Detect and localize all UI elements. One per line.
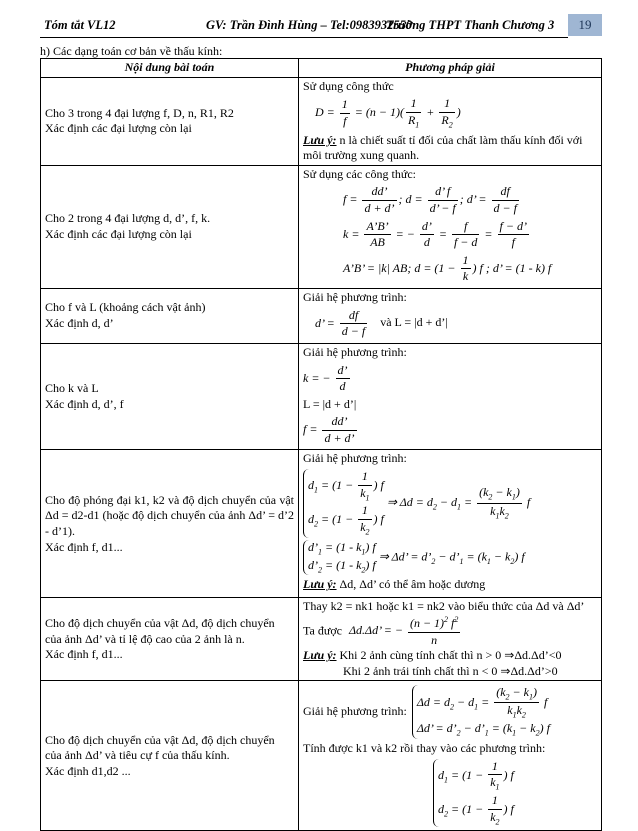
method-cell: Giải hệ phương trình: k = − $\frac{d’}{d}$ L = |d + d’| f = $\frac{dd’}{d + d’}$ [299,343,602,450]
header-teacher: GV: Trần Đình Hùng – Tel:0983932550 [206,18,413,32]
table-row [41,77,602,165]
formula: A’B’ = |k| AB; d = (1 − $\frac{1}{k}$ ) f ; d’ = (1 - k) f [343,252,552,284]
formula: f = $\frac{dd’}{d + d’}$ [303,414,355,445]
table-row [41,343,602,450]
method-cell: Sử dụng công thức D = $\frac{1}{f}$ = (n − 1)( $\frac{1}{R_1}$ + $\frac{1}{R_2}$ ) Lưu ý: n là chiết suất tỉ đối của chất làm thấu kính đối với môi trường xung quanh. [299,77,602,165]
table-row [41,681,602,831]
table-row [41,598,602,681]
formula: k = − $\frac{d’}{d}$ [303,362,348,394]
header-school: Trường THPT Thanh Chương 3 [386,18,555,32]
problem-cell: Cho 3 trong 4 đại lượng f, D, n, R1, R2 Xác định các đại lượng còn lại [41,77,299,165]
table-row [41,450,602,598]
table-row [41,165,602,288]
problem-cell: Cho k và L Xác định d, d’, f [41,343,299,450]
column-header-method: Phương pháp giải [299,59,602,78]
formula: d’ = $\frac{df}{d - f}$ và L = |d + d’| [315,307,448,339]
header-rule [40,37,568,38]
table-header-row [41,59,602,78]
problem-cell: Cho 2 trong 4 đại lượng d, d’, f, k. Xác định các đại lượng còn lại [41,165,299,288]
problem-cell: Cho độ dịch chuyển của vật Δd, độ dịch chuyển của ảnh Δd’ và tỉ lệ độ cao của 2 ảnh là n. Xác định f, d1... [41,598,299,681]
page-number: 19 [568,14,602,36]
formula: k = $\frac{A’B’}{AB}$ = − $\frac{d’}{d}$ = $\frac{f}{f - d}$ = $\frac{f - d’}{f}$ [343,218,527,250]
method-cell: Giải hệ phương trình: d’ = $\frac{df}{d - f}$ và L = |d + d’| [299,288,602,343]
problem-cell: Cho độ phóng đại k1, k2 và độ dịch chuyển của vật Δd = d2-d1 (hoặc độ dịch chuyển của ảnh Δd’ = d’2 - d’1). Xác định f, d1... [41,450,299,598]
formula: $d_1 = (1$ − $\frac{1}{k_1}$ ) f $d_2 = (1$ − $\frac{1}{k_2}$ ) f [433,759,597,828]
formula: D = $\frac{1}{f}$ = (n − 1)( $\frac{1}{R_1}$ + $\frac{1}{R_2}$ ) [315,96,461,130]
method-cell: Thay k2 = nk1 hoặc k1 = nk2 vào biểu thức của Δd và Δd’ Ta được Δd.Δd’ = − $\frac{(n - 1)^2 f^2}{n}$ Lưu ý: Khi 2 ảnh cùng tính chất thì n > 0 ⇒Δd.Δd’<0 Khi 2 ảnh trái tính chất thì n < 0 ⇒Δd.Δd’>0 [299,598,602,681]
table-row [41,288,602,343]
method-cell: Giải hệ phương trình: $\Delta d = d_2 - d_1$ = $\frac{(k_2 - k_1)}{k_1k_2}$ f Δd’ = $d’_2$ − $d’_1 = (k_1 - k_2)$ f Tính được k1 và k2 rồi thay vào các phương trình: $d_1 = (1$ − $\frac{1}{k_1}$ ) f $d_2 = (1$ − $\frac{1}{k_2}$ ) f [299,681,602,831]
formula: f = $\frac{dd’}{d + d’}$ ; d = $\frac{d’ f}{d’ - f}$ ; d’ = $\frac{df}{d - f}$ [343,184,517,215]
formula: $d’_1 = (1 - k_1)$ f $d’_2 = (1 - k_2)$ f ⇒ Δd’ = $d’_2$ − $d’_1 = (k_1 - k_2)$ f [303,540,597,576]
problem-cell: Cho f và L (khoảng cách vật ảnh) Xác định d, d’ [41,288,299,343]
formula: $d_1 = (1$ − $\frac{1}{k_1}$ ) f $d_2 = (1$ − $\frac{1}{k_2}$ ) f ⇒ $\Delta d = d_2 - d_1$ = $\frac{(k_2 - k_1)}{k_1k_2}$ f [303,469,597,538]
column-header-problem: Nội dung bài toán [41,59,299,78]
problem-table [40,58,602,831]
section-title: h) Các dạng toán cơ bản về thấu kính: [40,44,223,58]
method-cell: Sử dụng các công thức: f = $\frac{dd’}{d + d’}$ ; d = $\frac{d’ f}{d’ - f}$ ; d’ = $\frac{df}{d - f}$ k = $\frac{A’B’}{AB}$ = − $\frac{d’}{d}$ = $\frac{f}{f - d}$ = $\frac{f - d’}{f}$ A’B’ = |k| AB; d = (1 − $\frac{1}{k}$ ) f ; d’ = (1 - k) f [299,165,602,288]
header-subject: Tóm tắt VL12 [44,18,116,32]
problem-cell: Cho độ dịch chuyển của vật Δd, độ dịch chuyển của ảnh Δd’ và tiêu cự f của thấu kính. Xác định d1,d2 ... [41,681,299,831]
page-header [40,14,602,36]
method-cell: Giải hệ phương trình: $d_1 = (1$ − $\frac{1}{k_1}$ ) f $d_2 = (1$ − $\frac{1}{k_2}$ ) f ⇒ $\Delta d = d_2 - d_1$ = $\frac{(k_2 - k_1)}{k_1k_2}$ f $d’_1 = (1 - k_1)$ f $d’_2 = (1 - k_2)$ f ⇒ Δd’ = $d’_2$ − $d’_1 = (k_1 - k_2)$ f Lưu ý: Δd, Δd’ có thể âm hoặc dương [299,450,602,598]
